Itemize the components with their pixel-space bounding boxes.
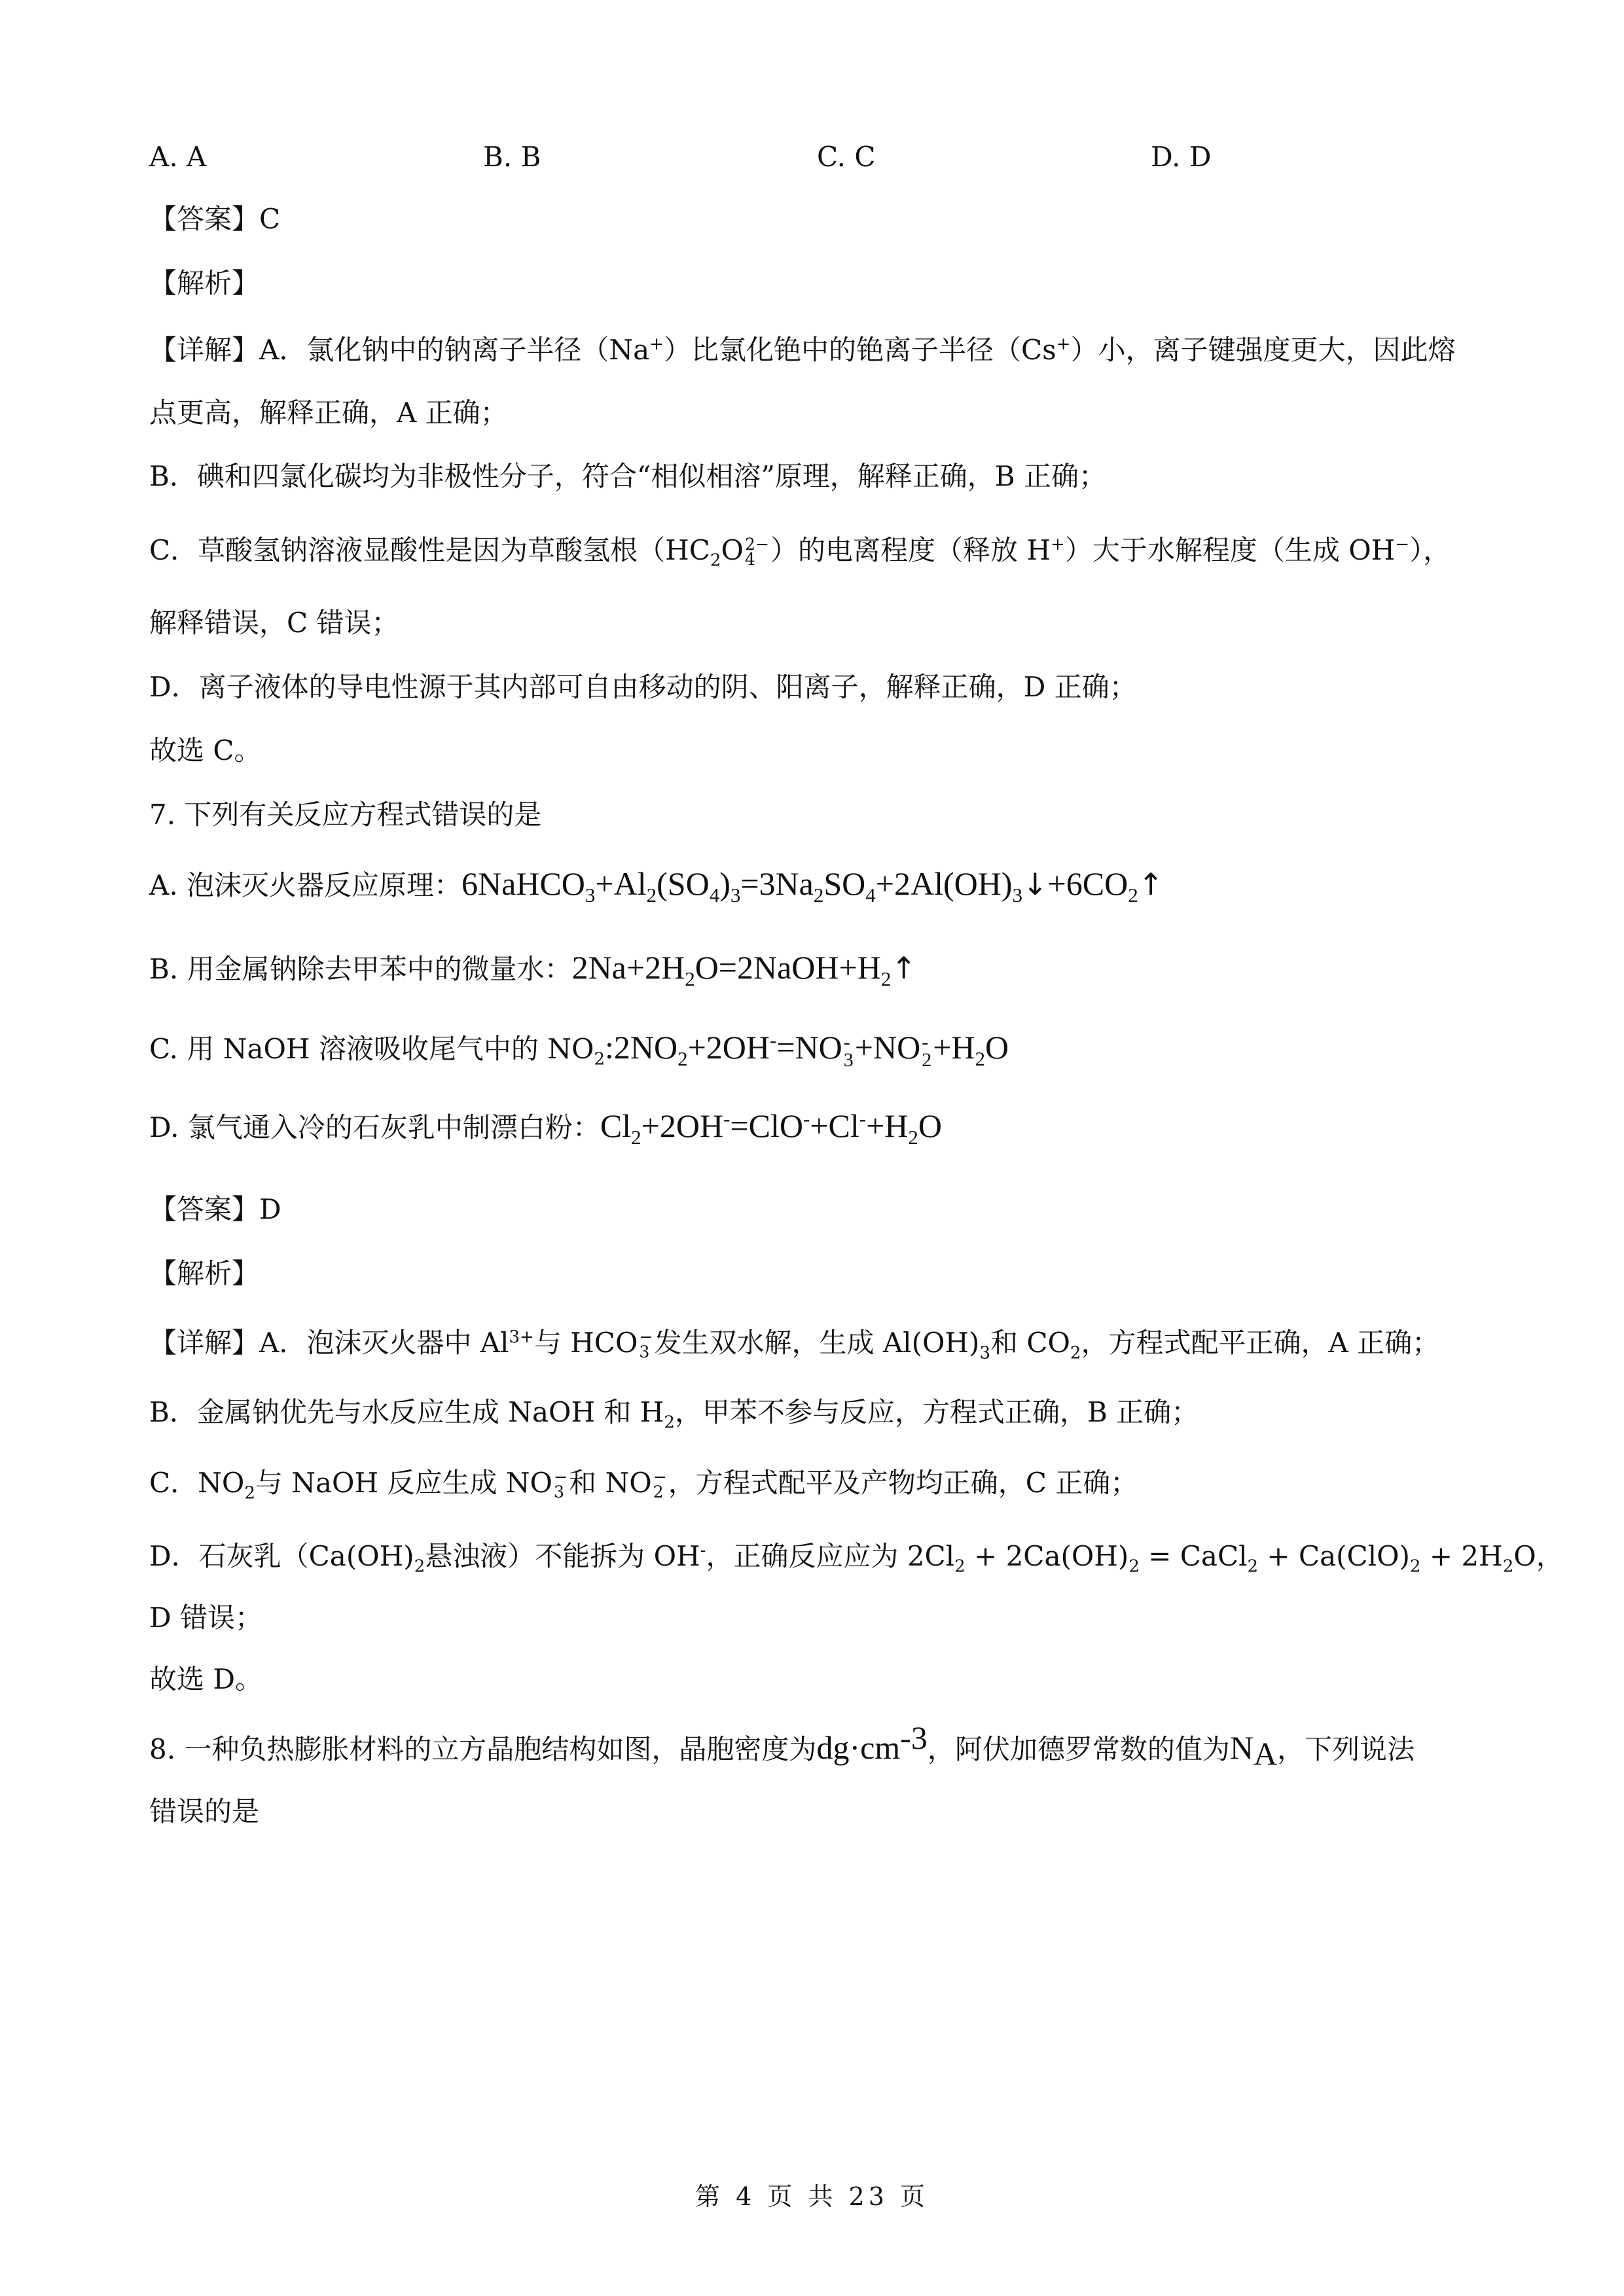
option-c: C. C xyxy=(817,141,876,173)
prev-detail-c: C．草酸氢钠溶液显酸性是因为草酸氢根（$HC_2O$ 2− 4 ）的电离程度（释放 H+）大于水解程度（生成 OH−）， xyxy=(149,534,1451,571)
q7-detail-d-cont: D 错误； xyxy=(149,1602,263,1634)
up-arrow-icon: ↑ xyxy=(891,950,916,986)
prev-detail-a: 【详解】A．氯化钠中的钠离子半径（Na+）比氯化铯中的铯离子半径（Cs+）小，离子键强度更大，因此熔 xyxy=(149,334,1456,366)
down-arrow-icon: ↓ xyxy=(1022,867,1048,902)
q7-option-b: B. 用金属钠除去甲苯中的微量水：$2Na+2H_2O=2NaOH+H_2↑$ xyxy=(149,949,916,990)
q7-option-c: C. 用 NaOH 溶液吸收尾气中的 $NO_2:2NO_2+2OH^-=NO$ - 3 +NO - 2 $+H_2O$ xyxy=(149,1028,1009,1071)
q7-analysis-label: 【解析】 xyxy=(149,1257,260,1289)
prev-options xyxy=(149,137,1493,177)
prev-answer: 【答案】C xyxy=(149,203,281,235)
option-d: D. D xyxy=(1151,141,1212,173)
up-arrow-icon: ↑ xyxy=(1138,867,1164,902)
prev-analysis-label: 【解析】 xyxy=(149,267,260,299)
q8-stem: 8. 一种负热膨胀材料的立方晶胞结构如图，晶胞密度为$dg\cdot cm^{-3}$，阿伏加德罗常数的值为$N_A$，下列说法 xyxy=(149,1719,1415,1772)
prev-conclusion: 故选 C。 xyxy=(149,734,262,766)
q7-conclusion: 故选 D。 xyxy=(149,1663,263,1695)
prev-detail-c-cont: 解释错误，C 错误； xyxy=(149,607,399,639)
page-footer: 第 4 页 共 23 页 xyxy=(695,2182,929,2211)
q7-stem: 7. 下列有关反应方程式错误的是 xyxy=(149,798,542,831)
q7-answer: 【答案】D xyxy=(149,1193,281,1225)
prev-detail-d: D．离子液体的导电性源于其内部可自由移动的阴、阳离子，解释正确，D 正确； xyxy=(149,671,1137,703)
prev-detail-b: B．碘和四氯化碳均为非极性分子，符合“相似相溶”原理，解释正确，B 正确； xyxy=(149,460,1107,492)
q7-option-a: A. 泡沫灭火器反应原理：$6NaHCO_3+Al_2(SO_4)_3=3Na_2SO_4+2Al(OH)_3↓+6CO_2↑$ xyxy=(149,865,1164,906)
option-a: A. A xyxy=(149,141,207,173)
q7-detail-a: 【详解】A．泡沫灭火器中 $Al^{3+}$与 HCO − 3 发生双水解，生成 $Al(OH)_3$和 $CO_2$，方程式配平正确，A 正确； xyxy=(149,1327,1440,1363)
prev-detail-a-cont: 点更高，解释正确，A 正确； xyxy=(149,397,508,429)
option-b: B. B xyxy=(483,141,541,173)
q7-detail-d: D．石灰乳（$Ca(OH)_2$悬浊液）不能拆为 OH-，正确反应应为 $2Cl_2 + 2Ca(OH)_2$ = CaCl$_2$ + $Ca(ClO)_2 + 2H_2O$， xyxy=(149,1540,1564,1577)
q7-detail-c: C．$NO_2$与 NaOH 反应生成 NO − 3 和 NO − 2 ，方程式配平及产物均正确，C 正确； xyxy=(149,1467,1138,1503)
q8-stem-cont: 错误的是 xyxy=(149,1795,260,1827)
q7-option-d: D. 氯气通入冷的石灰乳中制漂白粉：$Cl_2+2OH^-=ClO^-+Cl^-+H_2O$ xyxy=(149,1107,942,1149)
q7-detail-b: B．金属钠优先与水反应生成 NaOH 和 $H_2$，甲苯不参与反应，方程式正确，B 正确； xyxy=(149,1396,1199,1433)
